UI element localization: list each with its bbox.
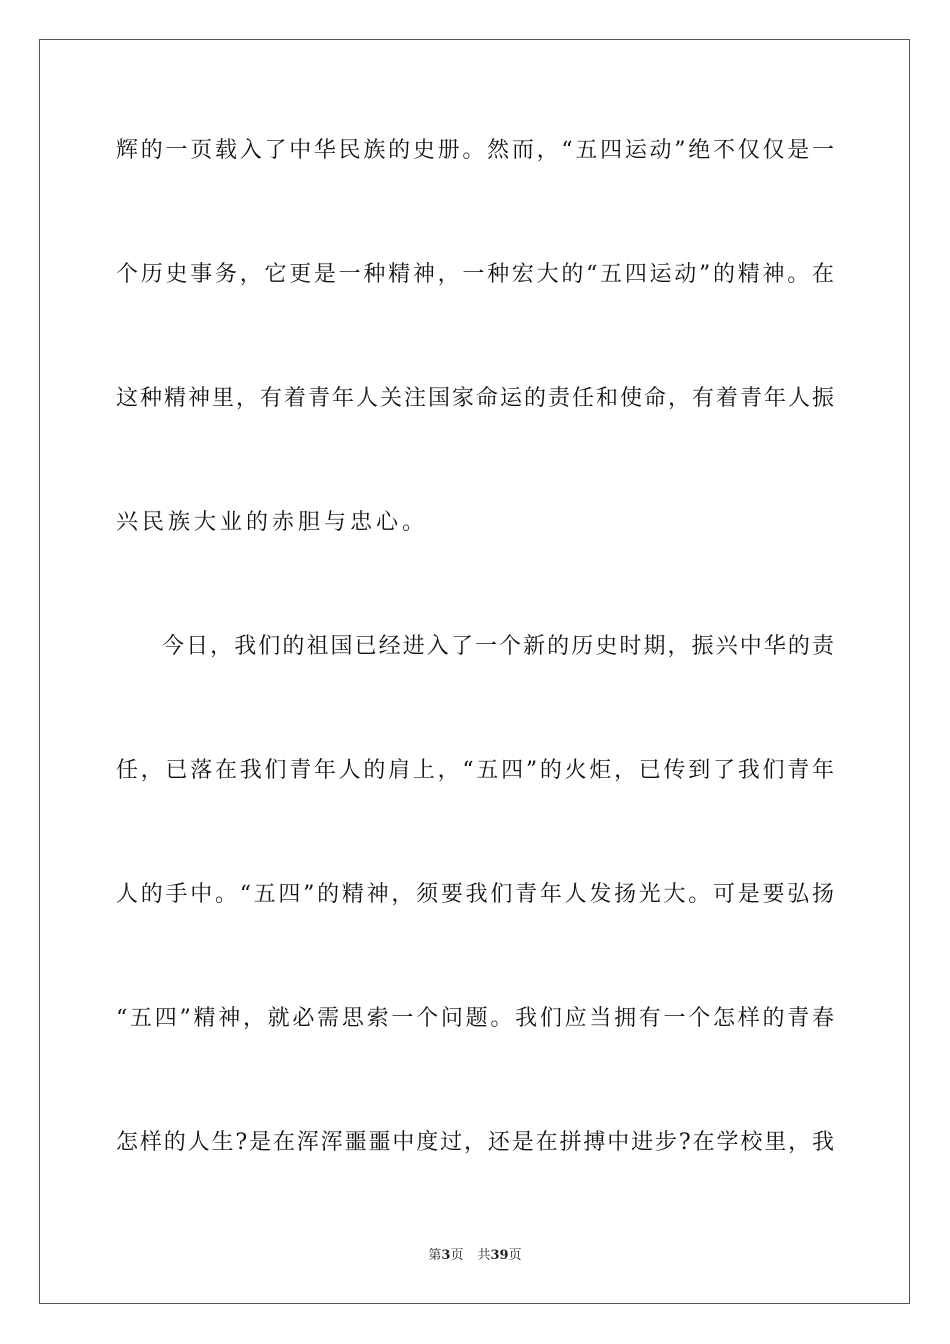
total-pages: 39 bbox=[490, 1248, 509, 1263]
page-prefix: 第 bbox=[428, 1248, 442, 1263]
total-prefix: 共 bbox=[477, 1248, 491, 1263]
page-number: 3 bbox=[441, 1248, 451, 1263]
paragraph-line-1: 辉的一页载入了中华民族的史册。然而，“五四运动”绝不仅仅是一 bbox=[116, 138, 834, 163]
paragraph-line-5: 今日，我们的祖国已经进入了一个新的历史时期，振兴中华的责 bbox=[162, 634, 834, 659]
total-suffix: 页 bbox=[508, 1248, 522, 1263]
page-footer bbox=[0, 1247, 950, 1265]
paragraph-line-8: “五四”精神，就必需思索一个问题。我们应当拥有一个怎样的青春 bbox=[116, 1006, 834, 1031]
page-border bbox=[39, 39, 910, 1304]
paragraph-line-4: 兴民族大业的赤胆与忠心。 bbox=[116, 510, 429, 535]
paragraph-line-6: 任，已落在我们青年人的肩上，“五四”的火炬，已传到了我们青年 bbox=[116, 758, 834, 783]
paragraph-line-2: 个历史事务，它更是一种精神，一种宏大的“五四运动”的精神。在 bbox=[116, 262, 834, 287]
page-suffix: 页 bbox=[450, 1248, 464, 1263]
paragraph-line-7: 人的手中。“五四”的精神，须要我们青年人发扬光大。可是要弘扬 bbox=[116, 882, 834, 907]
paragraph-line-9: 怎样的人生?是在浑浑噩噩中度过，还是在拼搏中进步?在学校里，我 bbox=[116, 1130, 834, 1155]
paragraph-line-3: 这种精神里，有着青年人关注国家命运的责任和使命，有着青年人振 bbox=[116, 386, 834, 411]
